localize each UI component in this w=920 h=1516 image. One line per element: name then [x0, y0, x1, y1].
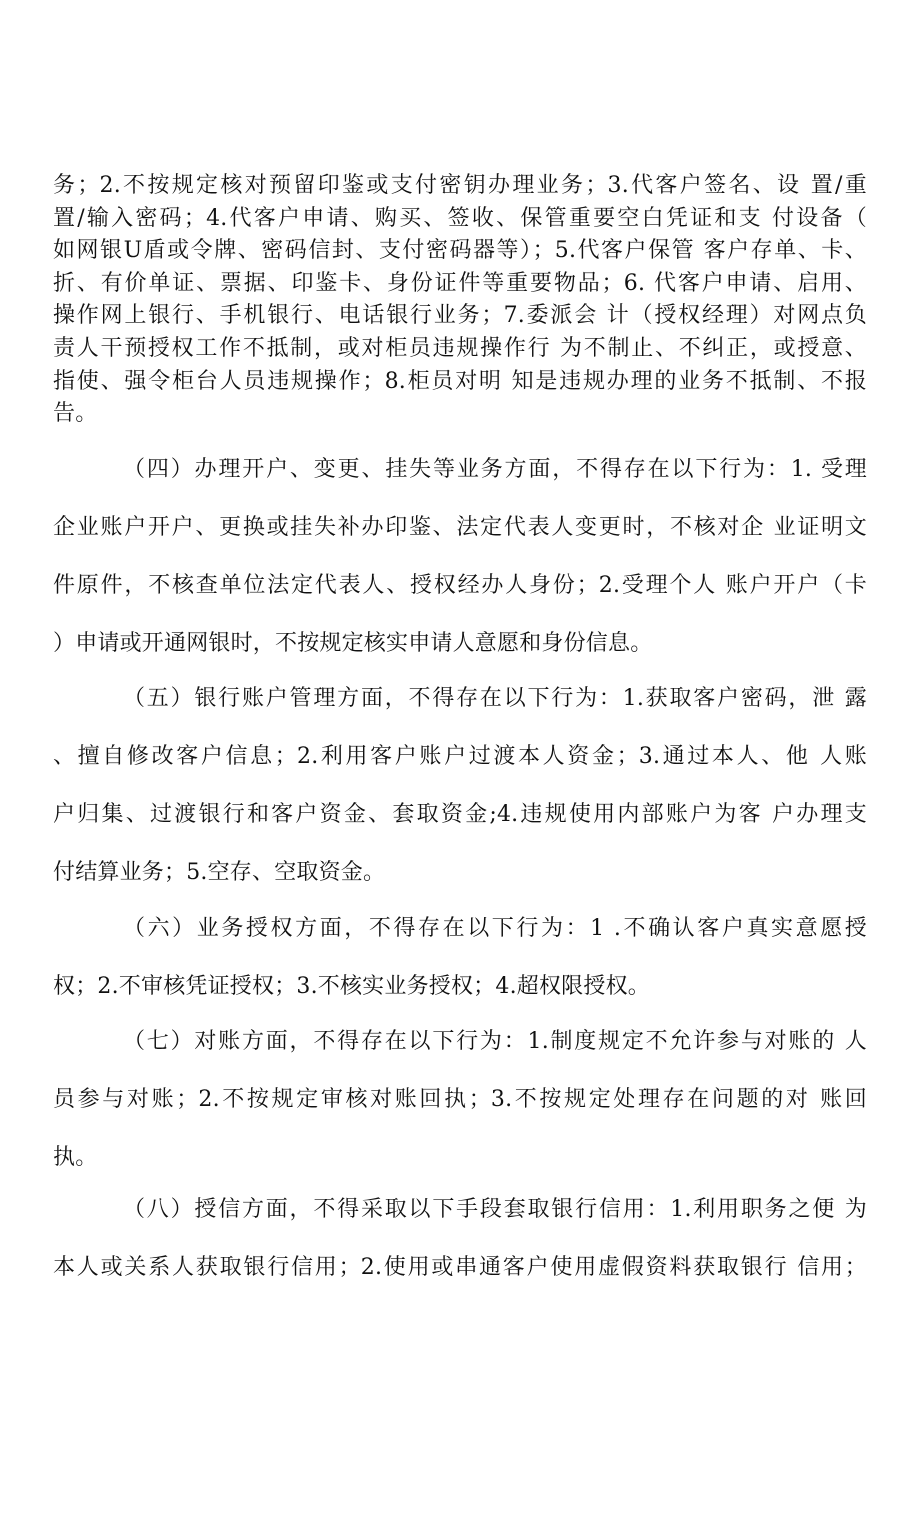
text-line: （六）业务授权方面，不得存在以下行为：1 .不确认客户真实意愿授 — [123, 916, 867, 941]
text-line: （七）对账方面，不得存在以下行为：1.制度规定不允许参与对账的 人 — [123, 1029, 867, 1054]
text-line: 件原件，不核查单位法定代表人、授权经办人身份；2.受理个人 账户开户（卡 — [53, 573, 867, 598]
paragraph-business-authorization — [53, 900, 867, 1016]
text-line: （八）授信方面，不得采取以下手段套取银行信用：1.利用职务之便 为 — [123, 1197, 867, 1222]
text-line: 告。 — [53, 401, 98, 427]
text-line: （五）银行账户管理方面，不得存在以下行为：1.获取客户密码，泄 露 — [123, 686, 867, 711]
paragraph-credit — [53, 1181, 867, 1297]
text-line: 本人或关系人获取银行信用；2.使用或串通客户使用虚假资料获取银行 信用； — [53, 1255, 867, 1280]
text-line: 权；2.不审核凭证授权；3.不核实业务授权；4.超权限授权。 — [53, 974, 650, 999]
text-line: 执。 — [53, 1145, 98, 1170]
text-line: 操作网上银行、手机银行、电话银行业务；7.委派会 计（授权经理）对网点负 — [53, 303, 867, 329]
text-line: 户归集、过渡银行和客户资金、套取资金;4.违规使用内部账户为客 户办理支 — [53, 802, 867, 827]
text-line: 员参与对账；2.不按规定审核对账回执；3.不按规定处理存在问题的对 账回 — [53, 1087, 867, 1112]
text-line: （四）办理开户、变更、挂失等业务方面，不得存在以下行为：1. 受理 — [123, 457, 867, 482]
text-line: 折、有价单证、票据、印鉴卡、身份证件等重要物品；6. 代客户申请、启用、 — [53, 270, 867, 296]
text-line: 责人干预授权工作不抵制，或对柜员违规操作行 为不制止、不纠正，或授意、 — [53, 335, 867, 361]
text-line: 、擅自修改客户信息；2.利用客户账户过渡本人资金；3.通过本人、他 人账 — [53, 744, 867, 769]
text-line: 付结算业务；5.空存、空取资金。 — [53, 860, 386, 885]
paragraph-account-opening — [53, 441, 867, 673]
text-line: ）申请或开通网银时，不按规定核实申请人意愿和身份信息。 — [53, 631, 653, 656]
text-line: 置/输入密码；4.代客户申请、购买、签收、保管重要空白凭证和支 付设备（ — [53, 205, 867, 231]
paragraph-continuation — [53, 170, 867, 431]
text-line: 如网银U盾或令牌、密码信封、支付密码器等）；5.代客户保管 客户存单、卡、 — [53, 238, 867, 264]
text-line: 指使、强令柜台人员违规操作；8.柜员对明 知是违规办理的业务不抵制、不报 — [53, 368, 867, 394]
text-line: 企业账户开户、更换或挂失补办印鉴、法定代表人变更时，不核对企 业证明文 — [53, 515, 867, 540]
text-line: 务；2.不按规定核对预留印鉴或支付密钥办理业务；3.代客户签名、设 置/重 — [53, 173, 867, 198]
paragraph-account-management — [53, 670, 867, 902]
paragraph-reconciliation — [53, 1013, 867, 1187]
